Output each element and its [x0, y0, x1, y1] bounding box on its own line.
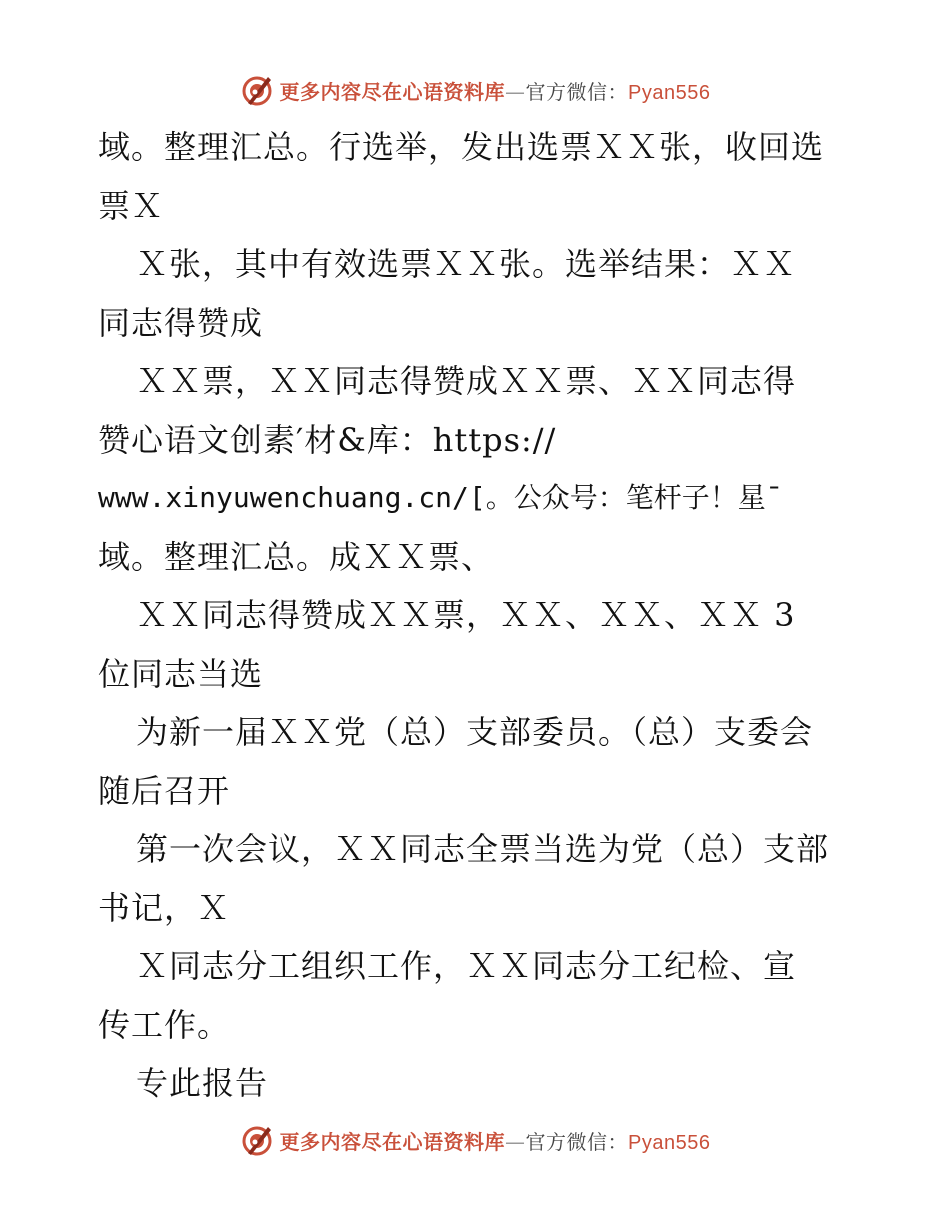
- watermark-wechat-label: 官方微信：: [525, 1129, 629, 1154]
- header-watermark-text: [280, 76, 711, 105]
- watermark-site-name: 更多内容尽在心语资料库: [279, 79, 506, 104]
- body-line: 随后召开: [98, 771, 231, 810]
- quill-seal-icon: [240, 73, 274, 107]
- watermark-dash: —: [505, 79, 526, 104]
- watermark-wechat-label: 官方微信：: [525, 79, 629, 104]
- body-line: 传工作。: [98, 1005, 231, 1044]
- body-line-url: www.xinyuwenchuang.cn/[。公众号：笔杆子！星¯: [98, 481, 783, 514]
- body-line: ＸＸ同志得赞成ＸＸ票，ＸＸ、ＸＸ、ＸＸ 3: [136, 596, 796, 634]
- header-watermark-banner: [0, 70, 950, 110]
- watermark-wechat-id: Pyan556: [628, 1131, 711, 1154]
- body-line: 为新一届ＸＸ党（总）支部委员。（总）支委会: [136, 713, 814, 751]
- watermark-wechat-id: Pyan556: [628, 81, 711, 104]
- body-line: 第一次会议，ＸＸ同志全票当选为党（总）支部: [136, 830, 830, 868]
- body-line: 位同志当选: [98, 654, 264, 693]
- body-line: 域。整理汇总。行选举，发出选票ＸＸ张，收回选: [98, 128, 825, 166]
- body-line: 同志得赞成: [98, 303, 264, 342]
- closing-line: 专此报告: [136, 1064, 269, 1102]
- body-line: 票Ｘ: [98, 186, 165, 225]
- body-line: 书记，Ｘ: [98, 888, 231, 927]
- body-line: 域。整理汇总。成ＸＸ票、: [98, 537, 495, 576]
- body-line: 赞心语文创素′材&库：https://: [98, 420, 557, 459]
- watermark-dash: —: [505, 1129, 526, 1154]
- body-line: Ｘ同志分工组织工作，ＸＸ同志分工纪检、宣: [136, 947, 797, 985]
- footer-watermark-banner: [0, 1120, 950, 1160]
- watermark-site-name: 更多内容尽在心语资料库: [279, 1129, 506, 1154]
- footer-watermark-text: [280, 1126, 711, 1155]
- quill-seal-icon: [240, 1123, 274, 1157]
- document-body: [98, 118, 858, 1113]
- body-line: Ｘ张，其中有效选票ＸＸ张。选举结果：ＸＸ: [136, 245, 797, 283]
- body-line: ＸＸ票，ＸＸ同志得赞成ＸＸ票、ＸＸ同志得: [136, 362, 797, 400]
